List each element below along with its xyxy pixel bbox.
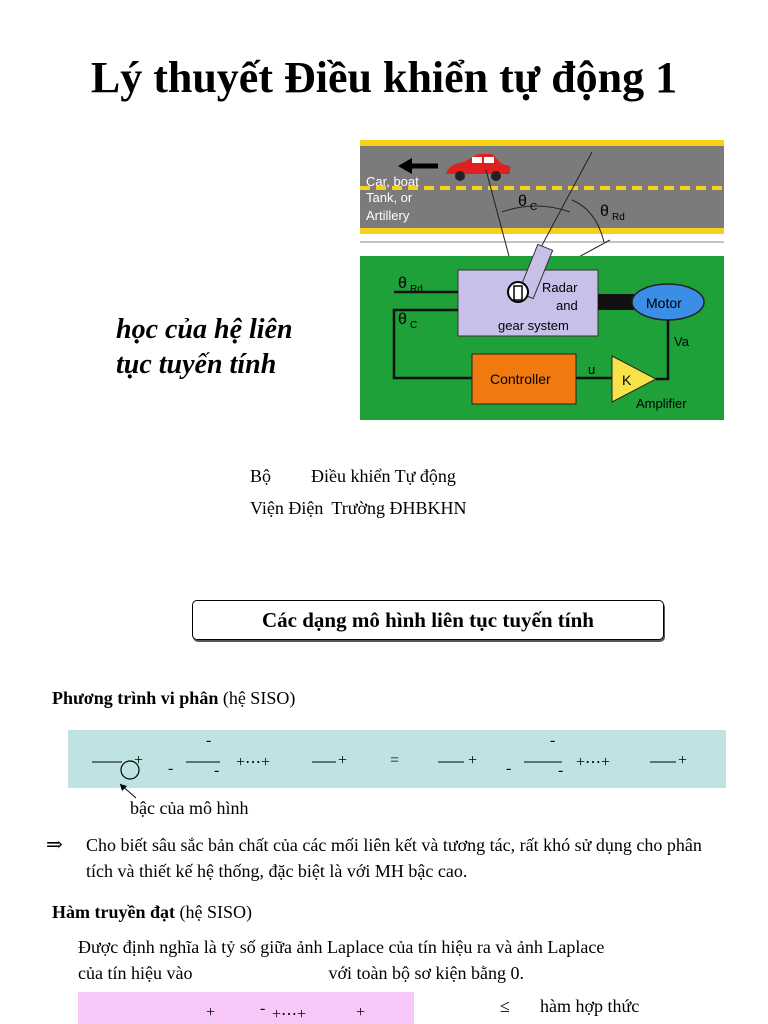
vehicle-label-1: Car, boat: [366, 174, 419, 189]
subtitle-line-2: tục tuyến tính: [116, 349, 277, 380]
differential-heading: [52, 688, 295, 709]
subtitle-line-1: học của hệ liên: [116, 314, 293, 345]
section-title: Các dạng mô hình liên tục tuyến tính: [192, 600, 664, 640]
eq1-dash-3: -: [214, 762, 220, 779]
eq1-plus-4: +: [678, 752, 688, 769]
eq1-equals: =: [390, 752, 400, 769]
theta-c-input: θ: [398, 311, 407, 328]
eq1-plus-3: +: [468, 752, 478, 769]
order-label: bậc của mô hình: [130, 798, 249, 818]
differential-heading-bold: Phương trình vi phân: [52, 688, 219, 708]
eq1-dots-1: +⋯+: [236, 754, 271, 771]
author-block: [250, 460, 467, 524]
differential-description: Cho biết sâu sắc bản chất của các mối liên kết và tương tác, rất khó sử dụng cho phân tích và thiết kế hệ thống, đặc biệt là với MH bậc cao.: [86, 835, 702, 881]
author-line-2: [250, 492, 467, 524]
eq2-plus-2: +: [356, 1004, 366, 1021]
transfer-heading-bold: Hàm truyền đạt: [52, 902, 175, 922]
radar-control-diagram: [360, 140, 724, 420]
theta-c-input-sub: C: [410, 320, 418, 331]
theta-rd-sub: Rd: [612, 212, 625, 223]
radar-label-2: and: [556, 298, 578, 313]
controller-label: Controller: [490, 371, 551, 387]
va-label: Va: [674, 334, 689, 349]
eq1-dash-5: -: [550, 732, 556, 749]
theta-rd-input-sub: Rd: [410, 284, 423, 295]
leq-symbol: ≤: [500, 996, 510, 1016]
transfer-definition-line-2: [78, 960, 728, 986]
eq2-plus-1: +: [206, 1004, 216, 1021]
motor-shaft: [598, 294, 634, 310]
radar-label-1: Radar: [542, 280, 578, 295]
eq1-dash-4: -: [506, 760, 512, 777]
differential-heading-rest: (hệ SISO): [218, 688, 296, 708]
page-title: Lý thuyết Điều khiển tự động 1: [90, 53, 678, 102]
eq1-plus-2: +: [338, 752, 348, 769]
theta-c-label: θ: [518, 193, 527, 210]
transfer-definition-line-1: Được định nghĩa là tỷ số giữa ảnh Laplace của tín hiệu ra và ảnh Laplace: [78, 937, 605, 957]
vehicle-label-2: Tank, or: [366, 190, 413, 205]
eq1-plus-1: +: [134, 752, 144, 769]
transfer-definition: [78, 934, 728, 986]
author-line-1: [250, 460, 467, 492]
transfer-equation: [78, 992, 414, 1024]
u-label: u: [588, 362, 596, 377]
vehicle-label-3: Artillery: [366, 208, 410, 223]
eq1-dash-1: -: [168, 760, 174, 777]
implies-arrow: ⇒: [46, 834, 63, 856]
eq1-dash-6: -: [558, 762, 564, 779]
proper-function-label: hàm hợp thức: [540, 996, 640, 1016]
eq2-dash: -: [260, 1000, 266, 1017]
differential-equation: [68, 730, 726, 788]
transfer-heading: [52, 902, 252, 923]
author-dept-prefix: Bộ: [250, 466, 272, 486]
eq1-dots-2: +⋯+: [576, 754, 611, 771]
road-top-stripe: [360, 140, 724, 146]
transfer-definition-line-2b: với toàn bộ sơ kiện bằng 0.: [328, 963, 524, 983]
road-bottom-stripe: [360, 228, 724, 234]
eq1-dash-2: -: [206, 732, 212, 749]
motor-label: Motor: [646, 295, 682, 311]
transfer-definition-line-2a: của tín hiệu vào: [78, 963, 193, 983]
author-institute: Viện Điện: [250, 498, 324, 518]
k-label: K: [622, 372, 632, 388]
theta-rd-label: θ: [600, 203, 609, 220]
author-university: Trường ĐHBKHN: [331, 498, 467, 518]
theta-rd-input: θ: [398, 275, 407, 292]
transfer-heading-rest: (hệ SISO): [175, 902, 252, 922]
author-dept: Điều khiển Tự động: [311, 466, 456, 486]
eq2-dots: +⋯+: [272, 1006, 307, 1023]
amplifier-label: Amplifier: [636, 396, 687, 411]
theta-c-sub: C: [530, 202, 538, 213]
subtitle: [116, 312, 293, 382]
radar-label-3: gear system: [498, 318, 569, 333]
